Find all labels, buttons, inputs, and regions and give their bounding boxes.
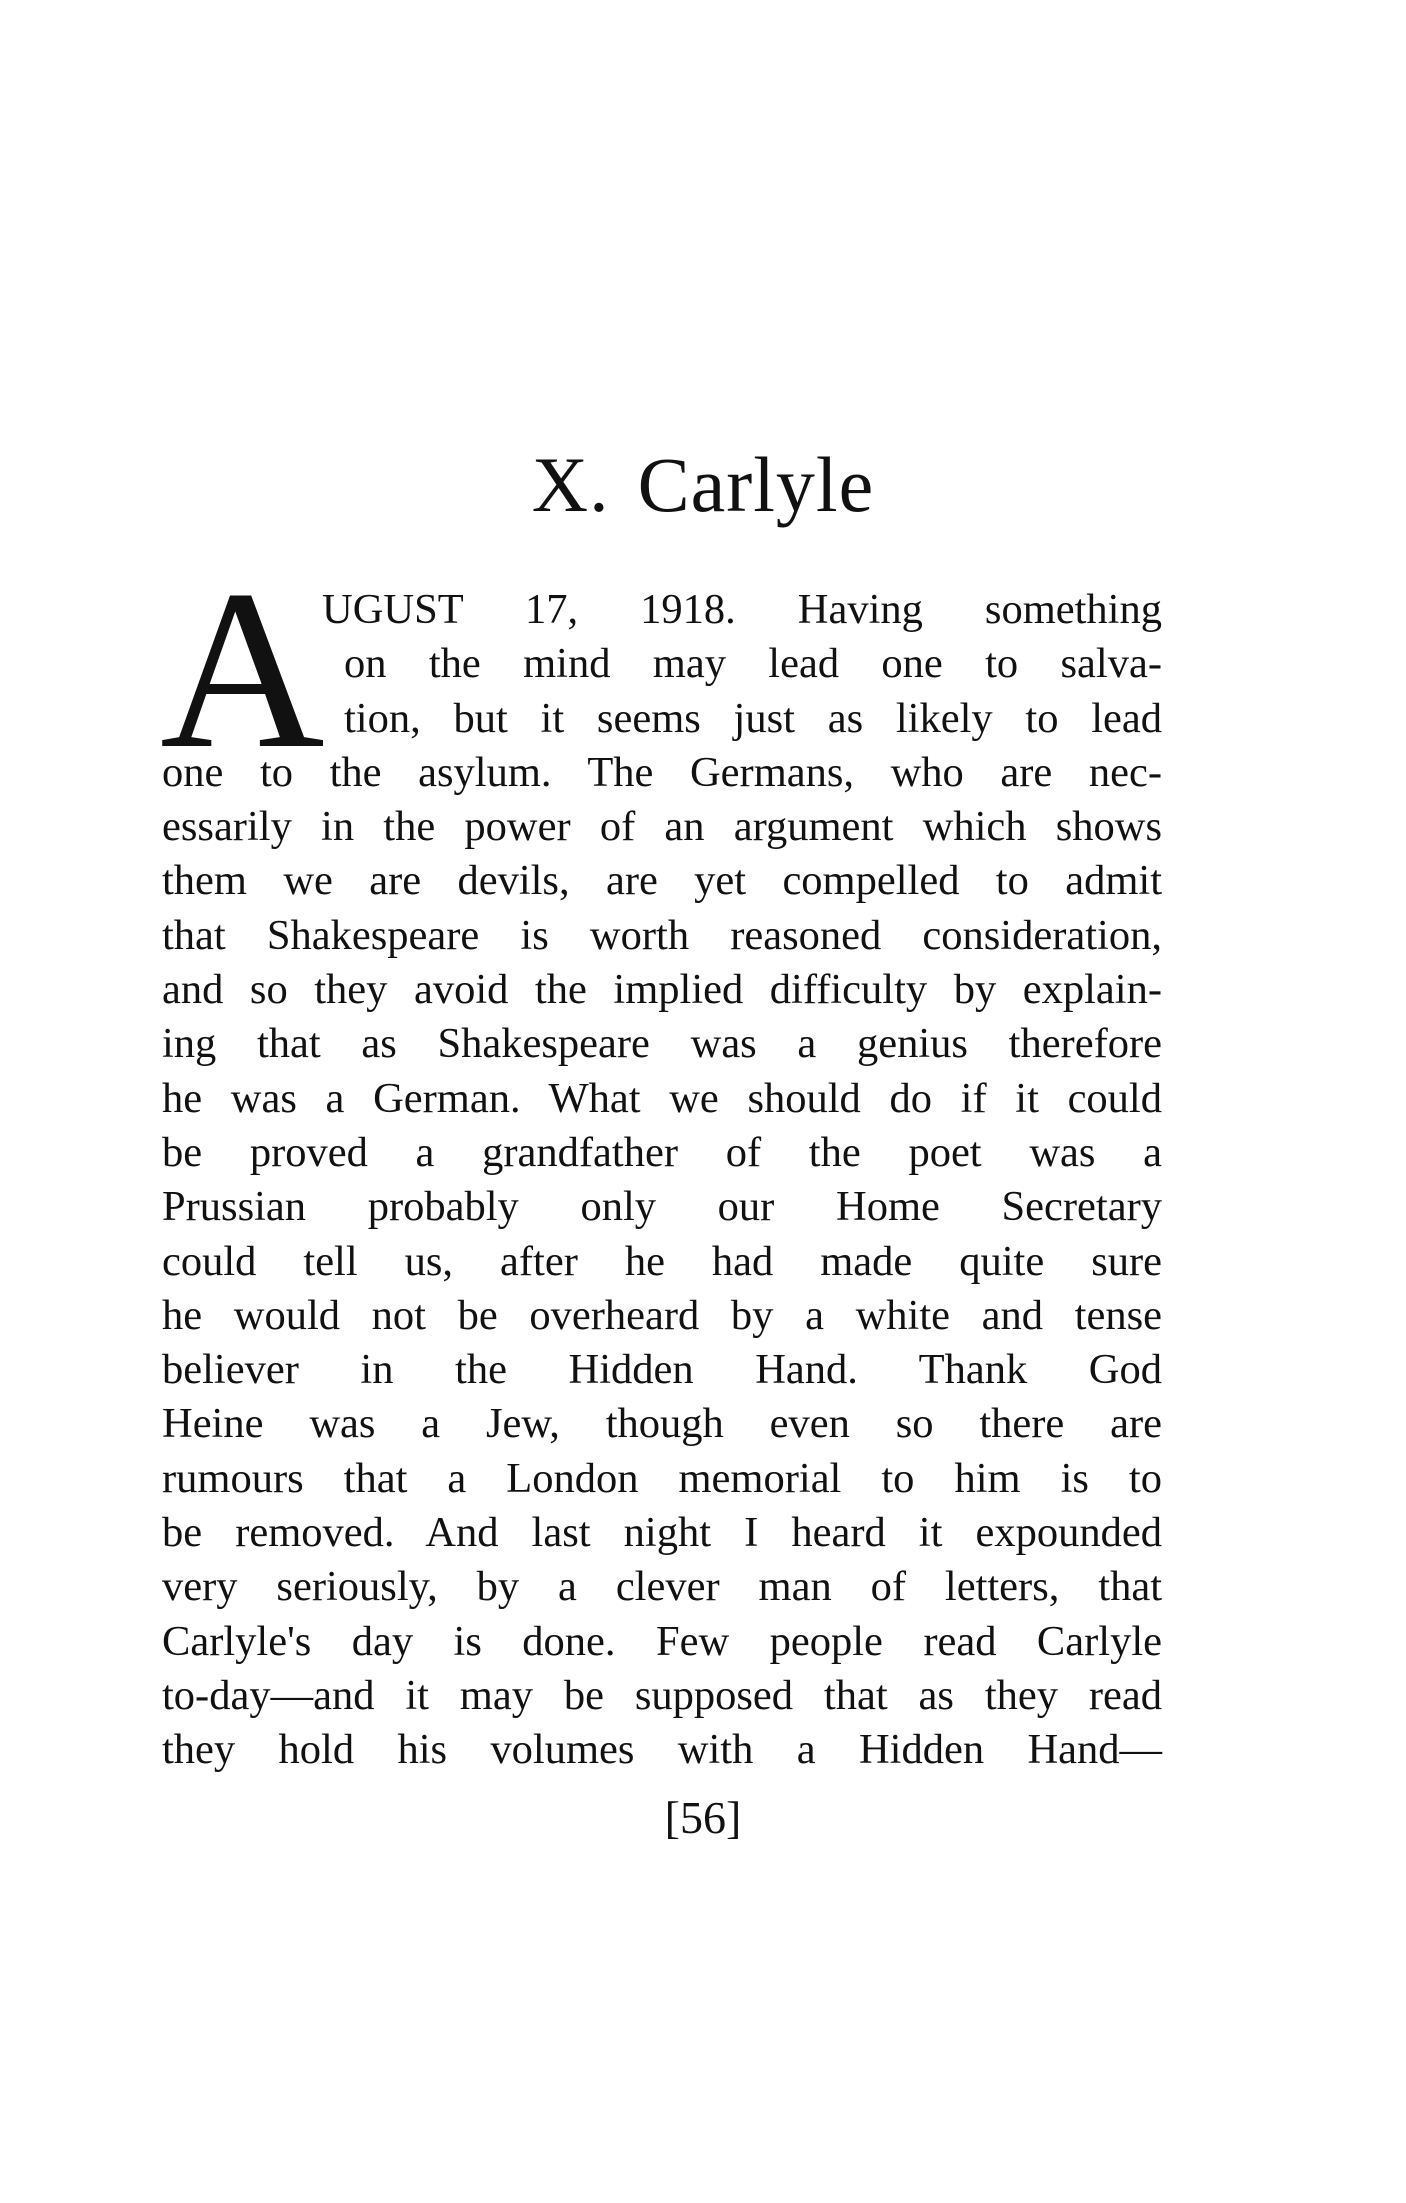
text-line: that Shakespeare is worth reasoned consideration,	[162, 911, 1162, 959]
body-paragraph	[160, 544, 1162, 1778]
text-line: Heine was a Jew, though even so there are	[162, 1400, 1162, 1448]
text-line: one to the asylum. The Germans, who are nec-	[162, 748, 1162, 796]
chapter-title: Carlyle	[637, 441, 875, 528]
text-line: and so they avoid the implied difficulty by explain-	[162, 966, 1162, 1014]
text-line: be proved a grandfather of the poet was a	[162, 1128, 1162, 1176]
text-line: UGUST 17, 1918. Having something	[322, 586, 1162, 633]
text-line: he would not be overheard by a white and tense	[162, 1291, 1162, 1339]
text-line: Carlyle's day is done. Few people read Carlyle	[162, 1617, 1162, 1665]
chapter-number: X.	[531, 441, 610, 528]
text-line: on the mind may lead one to salva-	[344, 640, 1162, 688]
text-line: he was a German. What we should do if it could	[162, 1074, 1162, 1122]
chapter-heading	[0, 440, 1406, 530]
text-line: be removed. And last night I heard it expounded	[162, 1509, 1162, 1557]
text-line: very seriously, by a clever man of letters, that	[162, 1563, 1162, 1611]
text-line: Prussian probably only our Home Secretary	[162, 1183, 1162, 1231]
text-line: essarily in the power of an argument which shows	[162, 803, 1162, 851]
page-number: [56]	[664, 1792, 742, 1843]
text-line: to-day—and it may be supposed that as they read	[162, 1671, 1162, 1719]
drop-cap-initial: A	[160, 544, 325, 796]
text-line: could tell us, after he had made quite sure	[162, 1237, 1162, 1285]
text-line: tion, but it seems just as likely to lead	[344, 694, 1162, 742]
text-line: believer in the Hidden Hand. Thank God	[162, 1346, 1162, 1394]
text-line: they hold his volumes with a Hidden Hand—	[162, 1726, 1162, 1774]
text-line: ing that as Shakespeare was a genius therefore	[162, 1020, 1162, 1068]
text-line: rumours that a London memorial to him is to	[162, 1454, 1162, 1502]
text-line: them we are devils, are yet compelled to admit	[162, 857, 1162, 905]
